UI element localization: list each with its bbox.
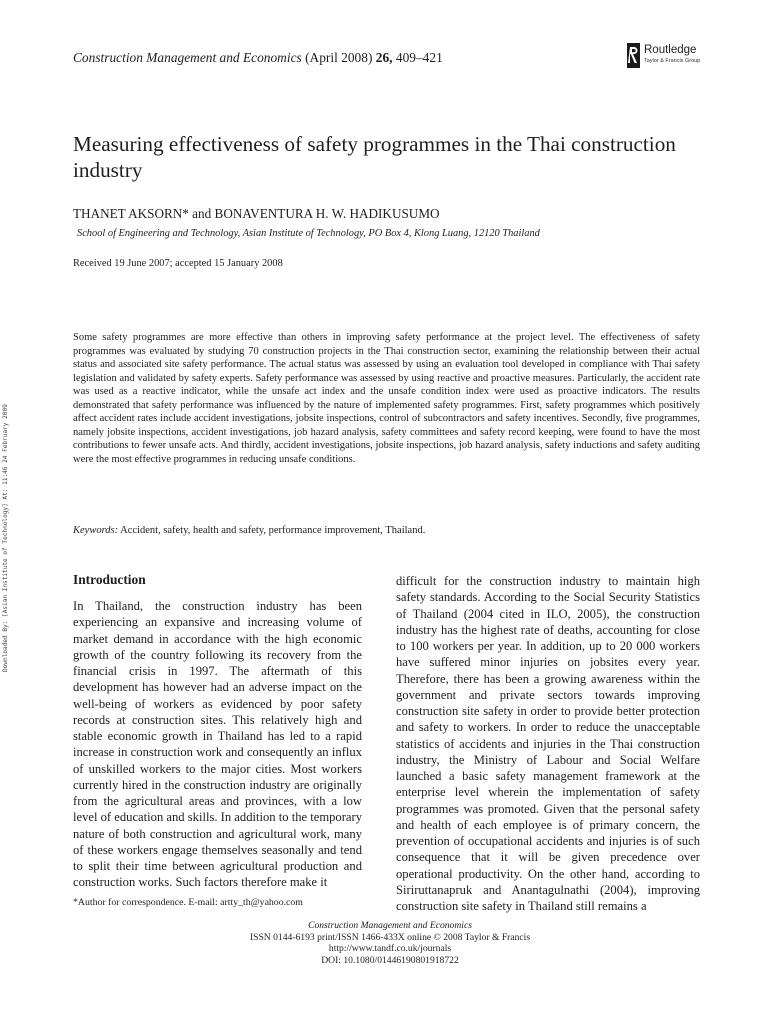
journal-issue: (April 2008) — [305, 50, 373, 65]
keywords — [73, 525, 425, 536]
keywords-list: Accident, safety, health and safety, performance improvement, Thailand. — [120, 525, 426, 536]
body-paragraph-right: difficult for the construction industry to maintain high safety standards. According to the Social Security Statistics of Thailand (2004 cited in ILO, 2005), the construction industry has the highest rate of deaths, accounting for close to 100 workers per year. In addition, up to 20 000 workers have suffered minor injuries on jobsites every year. Therefore, there has been a growing awareness within the government and private sectors towards improving construction site safety in order to provide better protection and safety to workers. In order to reduce the unacceptable statistics of accidents and injuries in the Thai construction industry, the Ministry of Labour and Social Welfare launched a basic safety management framework at the enterprise level wherein the implementation of safety programmes was promoted. Given that the personal safety and health of each employee is of primary concern, the prevention of occupational accidents and injuries is of such consequence that it will be given precedence over operational productivity. On the other hand, according to Siriruttanapruk and Anantagulnathi (2004), improving construction site safety in Thailand still remains a — [396, 574, 700, 913]
publisher-name: Routledge — [644, 44, 697, 56]
journal-citation — [73, 50, 443, 66]
footer-url[interactable]: http://www.tandf.co.uk/journals — [328, 943, 452, 955]
footer-doi[interactable]: DOI: 10.1080/01446190801918722 — [321, 955, 459, 967]
footer-journal: Construction Management and Economics — [308, 920, 472, 931]
keywords-label: Keywords: — [73, 525, 119, 536]
received-dates: Received 19 June 2007; accepted 15 January 2008 — [73, 258, 283, 269]
page-footer — [180, 920, 600, 967]
right-column — [396, 573, 700, 914]
body-paragraph-left: In Thailand, the construction industry has been experiencing an expansive and increasing volume of market demand in accordance with the high economic growth of the country following its recovery from the financial crisis in 1997. The aftermath of this development has however had an adverse impact on the well-being of workers as evidenced by poor safety records at construction sites. This relatively high and stable economic growth in Thailand has led to a rapid increase in construction work and consequently an influx of unskilled workers to the major cities. Most workers currently hired in the construction industry are originally from the agricultural areas and provinces, with a low level of education and skills. In addition to the temporary nature of both construction and agricultural work, many of these workers engage themselves seasonally and tend to split their time between agricultural production and construction works. Such factors therefore make it — [73, 599, 362, 890]
routledge-logo-icon — [627, 43, 640, 68]
publisher-logo — [627, 43, 717, 69]
journal-name: Construction Management and Economics — [73, 50, 302, 65]
section-heading: Introduction — [73, 572, 146, 587]
abstract: Some safety programmes are more effective than others in improving safety performance at the project level. The effectiveness of safety programmes was evaluated by studying 70 construction projects in the Thai construction sector, examining the relationship between their actual status and associated site safety performance. The actual status was assessed by using an evaluation tool developed in compliance with Thai safety legislation and validated by safety experts. Safety performance was assessed by using reactive and proactive measures. Particularly, the accident rate was used as a reactive indicator, while the unsafe act index and the unsafe condition index were used as proactive indicators. The results demonstrated that safety performance was influenced by the nature of implemented safety programmes. First, safety programmes which positively affect accident rates include accident investigations, jobsite inspections, control of subcontractors and safety incentives. Secondly, five programmes, namely jobsite inspections, accident investigations, job hazard analysis, safety committees and safety record keeping, were found to have the most contributions to fewer unsafe acts. And thirdly, accident investigations, jobsite inspections, job hazard analysis, safety inductions and safety auditing were the most effective programmes in reducing unsafe conditions. — [73, 332, 700, 465]
download-stamp: Downloaded By: [Asian Institute of Technology] At: 11:46 24 February 2009 — [2, 404, 9, 672]
left-column — [73, 572, 362, 891]
journal-pages: 409–421 — [395, 50, 443, 65]
author-affiliation: School of Engineering and Technology, Asian Institute of Technology, PO Box 4, Klong Luang, 12120 Thailand — [77, 228, 540, 239]
author-list: THANET AKSORN* and BONAVENTURA H. W. HADIKUSUMO — [73, 206, 440, 221]
journal-volume: 26, — [375, 50, 393, 65]
footer-issn: ISSN 0144-6193 print/ISSN 1466-433X online © 2008 Taylor & Francis — [249, 931, 531, 943]
article-title: Measuring effectiveness of safety programmes in the Thai construction industry — [73, 132, 676, 182]
correspondence-footnote: *Author for correspondence. E-mail: artty_th@yahoo.com — [73, 897, 303, 908]
publisher-group: Taylor & Francis Group — [644, 58, 701, 64]
